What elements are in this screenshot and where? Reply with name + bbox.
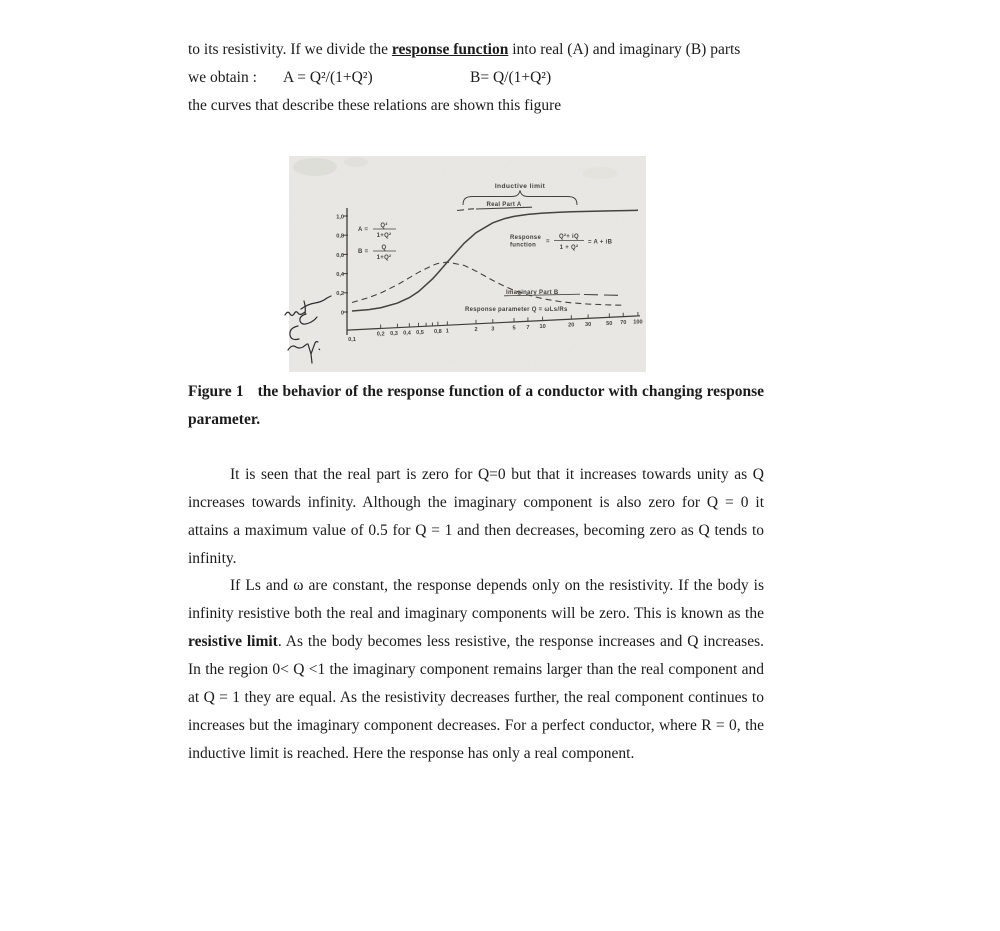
response-denominator: 1 + Q²: [559, 245, 579, 251]
x-tick-label: 7: [526, 324, 530, 331]
intro-line-2: [188, 64, 764, 92]
x-tick-label: 2: [474, 327, 478, 334]
x-tick-label: 20: [568, 322, 575, 329]
figure-image: [270, 153, 650, 375]
real-part-label: Real Part A: [486, 202, 522, 208]
x-tick-label: 0,4: [403, 330, 411, 337]
x-tick-label: 100: [633, 319, 643, 326]
inductive-limit-label: Inductive limit: [494, 183, 546, 190]
intro-line-1: [188, 36, 764, 64]
y-tick-label: 0,6: [336, 252, 344, 259]
formula-b-lhs: B =: [358, 249, 369, 255]
response-rhs: = A + iB: [588, 239, 613, 246]
x-tick-label: 0,1: [348, 337, 356, 343]
x-tick-label: 0,2: [376, 331, 385, 338]
x-axis-title: Response parameter Q = ωLs/Rs: [465, 307, 568, 313]
figure-caption-text: the behavior of the response function of a conductor with changing response parameter.: [188, 383, 765, 428]
y-tick-label: 0: [340, 310, 344, 317]
x-tick-label: 30: [584, 321, 592, 328]
intro-line-3: the curves that describe these relations are shown this figure: [188, 97, 562, 114]
y-tick-label: 0,8: [336, 233, 344, 240]
x-tick-label: 10: [539, 324, 546, 330]
x-tick-label: 0,8: [434, 329, 442, 335]
intro-line1-pre: to its resistivity. If we divide the: [188, 41, 392, 58]
scan-smudge: [344, 157, 368, 167]
scan-smudge: [293, 158, 337, 176]
x-tick-label: 3: [491, 326, 495, 333]
formula-a-denominator: 1+Q²: [376, 233, 392, 239]
intro-paragraph: [188, 36, 764, 120]
y-tick-label: 1,0: [336, 214, 344, 221]
x-tick-label: 5: [512, 325, 516, 332]
x-tick-label: 70: [620, 320, 627, 327]
figure-caption: [188, 378, 764, 434]
y-tick-label: 0,4: [336, 272, 344, 278]
imaginary-part-label: Imaginary Part B: [506, 290, 559, 296]
response-function-term: response function: [391, 41, 509, 58]
resistive-limit-term: resistive limit: [188, 633, 278, 650]
we-obtain-label: we obtain :: [188, 69, 257, 86]
x-tick-label: 0,3: [390, 331, 398, 337]
response-function-chart: [270, 153, 650, 375]
body-paragraph-1: It is seen that the real part is zero for Q=0 but that it increases towards unity as Q increases towards infinity. Although the imaginary component is also zero for Q = 0 it attains a maximum value of 0.5 for Q = 1 and then decreases, becoming zero as Q tends to infinity.: [188, 466, 764, 567]
intro-line1-post: into real (A) and imaginary (B) parts: [508, 41, 741, 58]
y-tick-label: 0,2: [336, 291, 344, 298]
scan-noise-texture: [289, 156, 646, 372]
body-paragraph-2: [188, 572, 764, 768]
formula-a-numerator: Q²: [380, 223, 388, 229]
formula-b-denominator: 1+Q²: [376, 255, 392, 261]
equals-sign: =: [546, 239, 550, 245]
para2-pre: If Ls and ω are constant, the response depends only on the resistivity. If the body is infinity resistive both the real and imaginary components will be zero. This is known as the: [188, 577, 764, 622]
response-word: Response: [510, 235, 542, 241]
figure-caption-label: Figure 1: [188, 383, 244, 400]
formula-A: A = Q²/(1+Q²): [283, 69, 373, 86]
x-tick-label: 0,5: [416, 330, 424, 336]
real-curve-dash: [457, 210, 464, 211]
response-numerator: Q²+ iQ: [559, 234, 579, 240]
formula-a-lhs: A =: [358, 227, 369, 233]
x-tick-label: 1: [445, 328, 449, 335]
x-tick-label: 50: [606, 320, 613, 327]
formula-B: B= Q/(1+Q²): [470, 69, 552, 86]
formula-b-numerator: Q: [381, 245, 387, 251]
function-word: function: [510, 242, 537, 249]
para2-post: . As the body becomes less resistive, the response increases and Q increases. In the region 0< Q <1 the imaginary component remains larger than the real component and at Q = 1 they are equal. As the resistivity decreases further, the real component continues to increases but the imaginary component decreases. For a perfect conductor, where R = 0, the inductive limit is reached. Here the response has only a real component.: [188, 633, 764, 762]
scan-smudge: [582, 167, 618, 179]
